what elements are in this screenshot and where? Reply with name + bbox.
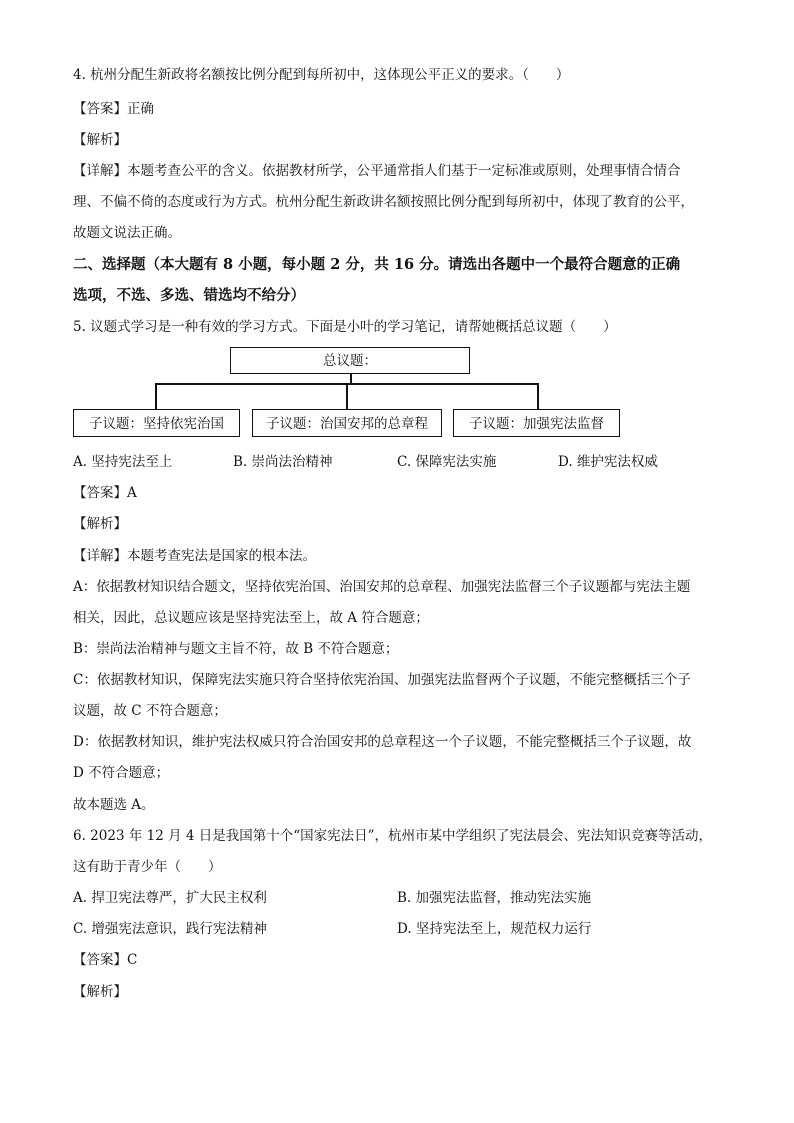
diagram-connector <box>537 383 539 409</box>
diagram-connector <box>346 383 348 409</box>
diagram-sub-box <box>73 409 240 437</box>
q5-answer: 【答案】A <box>73 485 137 501</box>
diagram-top-box <box>230 347 470 374</box>
q6-answer: 【答案】C <box>73 952 138 968</box>
q6-question: 6. 2023 年 12 月 4 日是我国第十个“国家宪法日”，杭州市某中学组织了宪法晨会、宪法知识竞赛等活动， <box>73 828 713 844</box>
diagram-connector <box>155 383 157 409</box>
q6-option-b: B. 加强宪法监督，推动宪法实施 <box>397 890 592 906</box>
q4-analysis: 【解析】 <box>73 132 127 148</box>
q5-detail-line: 相关，因此，总议题应该是坚持宪法至上，故 A 符合题意； <box>73 610 429 626</box>
q4-question: 4. 杭州分配生新政将名额按比例分配到每所初中，这体现公平正义的要求。（ ） <box>73 67 570 83</box>
diagram-sub-label: 子议题：坚持依宪治国 <box>89 416 224 432</box>
q6-option-a: A. 捍卫宪法尊严，扩大民主权利 <box>73 890 267 906</box>
q5-detail-line: C：依据教材知识，保障宪法实施只符合坚持依宪治国、加强宪法监督两个子议题，不能完整概括三个子 <box>73 672 691 688</box>
q4-detail-line: 理、不偏不倚的态度或行为方式。杭州分配生新政讲名额按照比例分配到每所初中，体现了教育的公平， <box>73 194 694 210</box>
q5-question: 5. 议题式学习是一种有效的学习方式。下面是小叶的学习笔记，请帮她概括总议题（ ） <box>73 319 617 335</box>
q5-detail-line: B：崇尚法治精神与题文主旨不符，故 B 不符合题意； <box>73 641 399 657</box>
diagram-sub-label: 子议题：加强宪法监督 <box>469 416 604 432</box>
section-heading: 选项，不选、多选、错选均不给分） <box>73 287 305 304</box>
section-heading: 二、选择题（本大题有 8 小题，每小题 2 分，共 16 分。请选出各题中一个最符合题意的正确 <box>73 256 681 273</box>
diagram-top-label: 总议题： <box>323 353 377 369</box>
q5-detail-line: 故本题选 A。 <box>73 797 155 813</box>
q4-detail-line: 【详解】本题考查公平的含义。依据教材所学，公平通常指人们基于一定标准或原则，处理事情合情合 <box>73 163 681 179</box>
q5-option-a: A. 坚持宪法至上 <box>73 454 173 470</box>
q5-option-b: B. 崇尚法治精神 <box>233 454 333 470</box>
q5-detail-line: D：依据教材知识，维护宪法权威只符合治国安邦的总章程这一个子议题，不能完整概括三个子议题，故 <box>73 734 692 750</box>
q4-detail-line: 故题文说法正确。 <box>73 225 181 241</box>
q5-detail-line: D 不符合题意； <box>73 765 170 781</box>
q5-detail-line: A：依据教材知识结合题文，坚持依宪治国、治国安邦的总章程、加强宪法监督三个子议题都与宪法主题 <box>73 579 691 595</box>
q4-answer: 【答案】正确 <box>73 101 154 117</box>
diagram-sub-label: 子议题：治国安邦的总章程 <box>266 416 428 432</box>
q5-option-d: D. 维护宪法权威 <box>558 454 658 470</box>
q5-analysis: 【解析】 <box>73 516 127 532</box>
q5-detail-line: 议题，故 C 不符合题意； <box>73 703 227 719</box>
q5-detail-line: 【详解】本题考查宪法是国家的根本法。 <box>73 548 316 564</box>
q6-analysis: 【解析】 <box>73 984 127 1000</box>
q6-question: 这有助于青少年（ ） <box>73 859 222 875</box>
q6-option-c: C. 增强宪法意识，践行宪法精神 <box>73 921 267 937</box>
q6-option-d: D. 坚持宪法至上，规范权力运行 <box>397 921 592 937</box>
q5-option-c: C. 保障宪法实施 <box>397 454 497 470</box>
diagram-sub-box <box>453 409 620 437</box>
diagram-sub-box <box>252 409 442 437</box>
